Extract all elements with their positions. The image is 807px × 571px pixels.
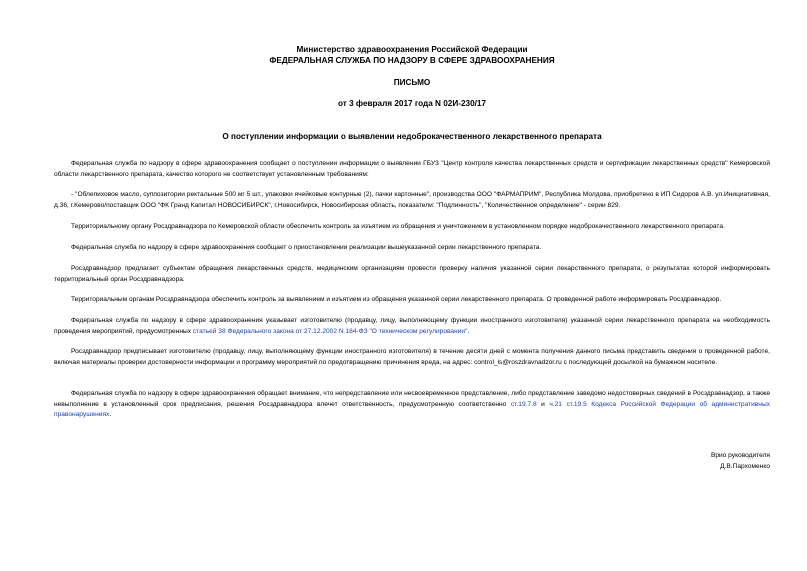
paragraph-9-end: . xyxy=(109,411,112,418)
signatory-title: Врио руководителя xyxy=(710,452,770,459)
law-184-fz-link[interactable]: статьей 38 Федерального закона от 27.12.2002 N 184-ФЗ "О техническом регулировании" xyxy=(192,327,468,335)
article-19-7-8-link[interactable]: ст.19.7.8 xyxy=(510,400,537,408)
signatory-name: Д.В.Пархоменко xyxy=(720,463,770,470)
ministry-name: Министерство здравоохранения Российской Федерации xyxy=(296,45,528,54)
signature-block xyxy=(711,450,770,472)
paragraph-4: Федеральная служба по надзору в сфере здравоохранения сообщает о приостановлении реализации вышеуказанной серии лекарственного препарата. xyxy=(71,244,542,251)
paragraph-6: Территориальным органам Росздравнадзора обеспечить контроль за выявлением и изъятием из обращения указанной серии лекарственного препарата. О проведенной работе информировать Росздравнадзор. xyxy=(71,296,722,303)
koap-19-5-link[interactable]: ч.21 ст.19.5 Кодекса Российской Федерации об административных правонарушениях xyxy=(54,400,770,418)
paragraph-9-text: Федеральная служба по надзору в сфере здравоохранения обращает внимание, что непредставление или несвоевременное представление, либо представление заведомо недостоверных сведений в Росздравнадзор, а также невыполнение в установленный срок предписания, решения Росздравнадзора влечет ответственность, предусмотренную соответственно xyxy=(54,390,770,408)
service-name: ФЕДЕРАЛЬНАЯ СЛУЖБА ПО НАДЗОРУ В СФЕРЕ ЗДРАВООХРАНЕНИЯ xyxy=(269,56,555,65)
paragraph-7-end: . xyxy=(467,327,470,335)
paragraph-1: Федеральная служба по надзору в сфере здравоохранения сообщает о поступлении информации о выявлении ГБУЗ "Центр контроля качества лекарственных средств и сертификации лекарственных средств" Кемеровской области лекарственного препарата, качество которого не соответствует установленным требованиям: xyxy=(54,160,770,178)
paragraph-9 xyxy=(54,389,770,421)
paragraph-3: Территориальному органу Росздравнадзора по Кемеровской области обеспечить контроль за изъятием из обращения и уничтожением в установленном порядке недоброкачественного лекарственного препарата. xyxy=(71,223,725,230)
document-date-number: от 3 февраля 2017 года N 02И-230/17 xyxy=(337,99,487,108)
paragraph-5: Росздравнадзор предлагает субъектам обращения лекарственных средств, медицинским организациям провести проверку наличия указанной серии лекарственного препарата, о результатах которой информировать территориальный орган Росздравнадзора. xyxy=(54,265,770,283)
paragraph-8: Росздравнадзор предписывает изготовителю (продавцу, лицу, выполняющему функции иностранного изготовителя) в течение десяти дней с момента получения данного письма представить сведения о проведенной работе, включая материалы проверки достоверности информации и программу мероприятий по предотвращению причинения вреда, на адрес: control_ls@roszdravnadzor.ru с последующей досылкой на бумажном носителе. xyxy=(54,348,770,366)
paragraph-7-text: Федеральная служба по надзору в сфере здравоохранения указывает изготовителю (продавцу, лицу, выполняющему функции иностранного изготовителя) указанной серии лекарственного препарата на необходимость проведения мероприятий, предусмотренных xyxy=(54,317,770,335)
document-subject: О поступлении информации о выявлении недоброкачественного лекарственного препарата xyxy=(222,132,602,141)
paragraph-7 xyxy=(54,316,770,337)
paragraph-2: - "Облепиховое масло, суппозитории ректальные 500 мг 5 шт., упаковки ячейковые контурные (2), пачки картонные", производства ООО "ФАРМАПРИМ", Республика Молдова, приобретено в ИП Сидоров А.В. ул.Инициативная, д.36, г.Кемерово/поставщик ООО "ФК Гранд Капитал НОВОСИБИРСК", г.Новосибирск, Новосибирская область, показатели: "Подлинность", "Количественное определение" - серии 829. xyxy=(54,191,770,209)
paragraph-9-conj: и xyxy=(536,400,550,408)
document-type: ПИСЬМО xyxy=(393,78,431,87)
